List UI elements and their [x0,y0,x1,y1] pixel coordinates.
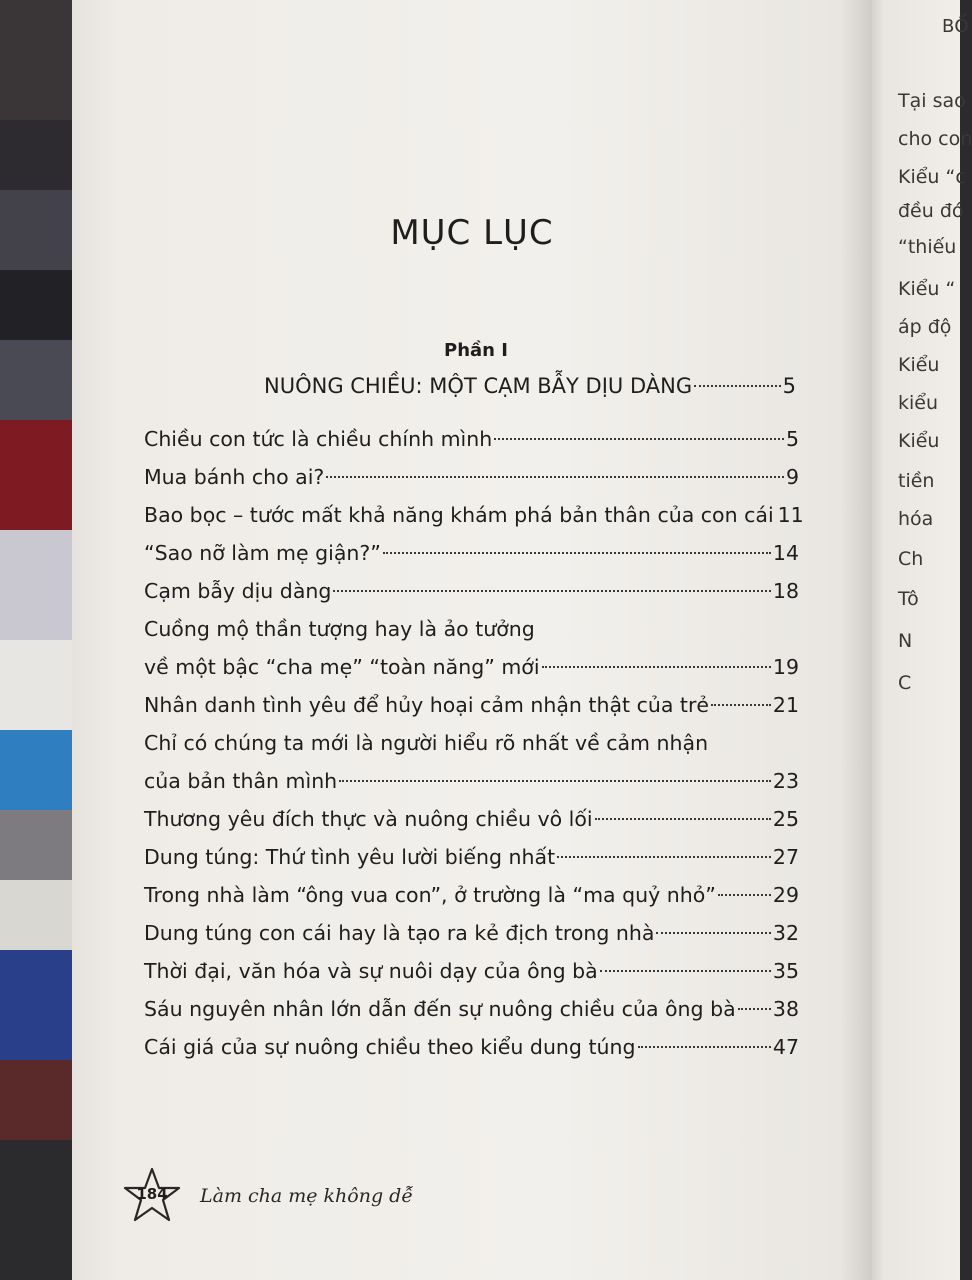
toc-entry [144,952,799,990]
toc-entry-title: Cạm bẫy dịu dàng [144,579,332,603]
toc-page-number: 11 [777,503,804,527]
toc-page-number: 47 [772,1035,799,1059]
dot-leader [595,818,771,820]
toc-entry-line [144,952,799,990]
adjacent-page [868,0,972,1280]
toc-entry-title: của bản thân mình [144,769,338,793]
toc-page-number: 29 [772,883,799,907]
toc-entry-line [144,800,799,838]
toc-entry [144,724,799,800]
adjacent-fragment: Tại sao [898,90,966,112]
part-label: Phần I [444,340,508,361]
adjacent-fragment: tiền [898,470,935,492]
toc-entry-title: Trong nhà làm “ông vua con”, ở trường là “ma quỷ nhỏ” [144,883,716,907]
star-page-badge [122,1166,182,1226]
toc-entry-title: Dung túng: Thứ tình yêu lười biếng nhất [144,845,556,869]
toc-page-number: 27 [772,845,799,869]
toc-entry-title: Thương yêu đích thực và nuông chiều vô lối [144,807,593,831]
toc-entry-title: “Sao nỡ làm mẹ giận?” [144,541,381,565]
toc-entry [144,876,799,914]
toc-entry [144,458,799,496]
toc-entry-line [144,572,799,610]
toc-entry-title: Cuồng mộ thần tượng hay là ảo tưởng [144,617,535,641]
toc-page-number: 21 [772,693,799,717]
adjacent-fragment: “thiếu [898,236,957,258]
toc-entry-line [144,1028,799,1066]
toc-entry [144,610,799,686]
toc-entry-title: Cái giá của sự nuông chiều theo kiểu dung túng [144,1035,636,1059]
dot-leader [494,438,784,440]
dot-leader [339,780,771,782]
toc-entry-title: Bao bọc – tước mất khả năng khám phá bản thân của con cái [144,503,774,527]
toc-page-number: 18 [772,579,799,603]
adjacent-fragment: Kiểu “ [898,278,956,300]
toc-entry-title: Chiều con tức là chiều chính mình [144,427,493,451]
toc-entry [144,838,799,876]
dot-leader [333,590,771,592]
adjacent-fragment: C [898,672,912,694]
bookshelf-background [0,0,76,1280]
adjacent-fragment: kiểu [898,392,939,414]
toc-page-number: 38 [772,997,799,1021]
toc-entry-line [144,990,799,1028]
toc-entry [144,1028,799,1066]
toc-entry-title: Dung túng con cái hay là tạo ra kẻ địch trong nhà [144,921,655,945]
toc-page-number: 32 [772,921,799,945]
dot-leader [656,932,770,934]
toc-entry-line [144,838,799,876]
toc-entry [144,990,799,1028]
toc-entry-line [144,420,799,458]
toc-entry [144,572,799,610]
adjacent-fragment: Kiểu “c [898,166,966,188]
page-footer [122,1166,413,1226]
toc-entry-line [144,648,799,686]
dot-leader [711,704,771,706]
dot-leader [694,385,781,387]
toc-entry-line [144,534,799,572]
adjacent-fragment: áp độ [898,316,952,338]
toc-page-number: 35 [772,959,799,983]
toc-entry-line [144,610,799,648]
dot-leader [718,894,771,896]
toc-entry-line [144,876,799,914]
adjacent-fragment: đều đó [898,200,964,222]
page-title: MỤC LỤC [390,212,554,253]
adjacent-fragment: Tô [898,588,919,610]
dot-leader [383,552,771,554]
toc-entry-line [144,496,804,534]
part-title: NUÔNG CHIỀU: MỘT CẠM BẪY DỊU DÀNG [264,374,693,398]
dot-leader [638,1046,771,1048]
toc-entry [144,800,799,838]
adjacent-page-header: BỐ [942,16,969,37]
toc-entry [144,534,799,572]
toc-entry [144,496,804,534]
adjacent-fragment: hóa [898,508,934,530]
adjacent-fragment: Ch [898,548,924,570]
toc-entry-title: Sáu nguyên nhân lớn dẫn đến sự nuông chiều của ông bà [144,997,736,1021]
toc-entry-line [144,724,799,762]
toc-entry [144,914,799,952]
toc-entry-line [144,458,799,496]
dot-leader [600,970,771,972]
toc-page-number: 14 [772,541,799,565]
toc-page-number: 5 [785,427,799,451]
toc-entry-title: Thời đại, văn hóa và sự nuôi dạy của ông bà [144,959,598,983]
toc-entry [144,420,799,458]
toc-entry-line [144,914,799,952]
book-page [72,0,872,1280]
toc-entry-line [144,762,799,800]
book-title: Làm cha mẹ không dễ [200,1185,414,1207]
dot-leader [738,1008,771,1010]
toc-entry [144,686,799,724]
adjacent-fragment: Kiểu [898,430,940,452]
toc-entry-title: Mua bánh cho ai? [144,465,325,489]
toc-page-number: 25 [772,807,799,831]
toc-page-number: 9 [785,465,799,489]
dot-leader [326,476,784,478]
part-title-row [264,374,796,398]
dot-leader [542,666,771,668]
adjacent-fragment: cho con [898,128,972,150]
toc-entry-title: Nhân danh tình yêu để hủy hoại cảm nhận thật của trẻ [144,693,709,717]
toc-entry-title: Chỉ có chúng ta mới là người hiểu rõ nhất về cảm nhận [144,731,709,755]
toc-page-number: 19 [772,655,799,679]
adjacent-fragment: Kiểu [898,354,940,376]
toc-entry-line [144,686,799,724]
page-number: 184 [136,1185,168,1203]
table-of-contents [144,420,804,1066]
toc-entry-title: về một bậc “cha mẹ” “toàn năng” mới [144,655,540,679]
dot-leader [557,856,771,858]
toc-page-number: 23 [772,769,799,793]
part-page-number: 5 [782,374,796,398]
adjacent-fragment: N [898,630,913,652]
